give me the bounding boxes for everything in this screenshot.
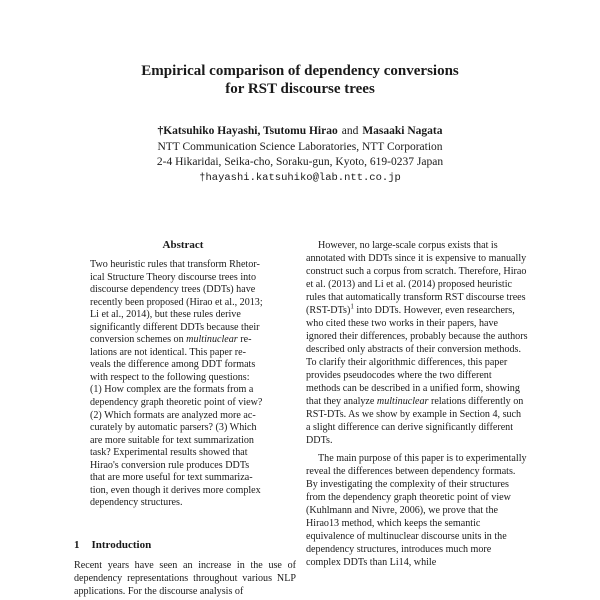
right-p1-text-b: into DDTs. However, even researchers, who cited these two works in their papers, have ignored their differences, probably because the authors described only abstracts of their conversion methods. To clarify their algorithmic differences, this paper provides pseudocodes where the two different methods can be described in a unified form, showing that they analyze — [306, 305, 528, 407]
abstract-line: curately by automatic parsers? (3) Which — [90, 422, 257, 434]
abstract-line-part: re- — [240, 334, 252, 346]
right-p1-text-c: relations differently on RST-DTs. As we show by example in Section 4, such a slight difference can derive significantly different DDTs. — [306, 396, 524, 446]
intro-heading — [74, 538, 294, 552]
abstract-line: recently been proposed (Hirao et al., 2013; — [90, 296, 263, 308]
abstract-line: tion, even though it derives more complex — [90, 484, 261, 496]
author-names-first: †Katsuhiko Hayashi, Tsutomu Hirao — [157, 125, 338, 137]
abstract-line: Li et al., 2014), but these rules derive — [90, 309, 241, 321]
abstract-line: Two heuristic rules that transform Rhetor- — [90, 259, 260, 270]
abstract-line: ical Structure Theory discourse trees into — [90, 271, 257, 283]
abstract-line: lations are not identical. This paper re- — [90, 346, 246, 358]
footnote-marker: 1 — [350, 302, 354, 311]
abstract-line-part: conversion schemes on — [90, 334, 184, 346]
author-and: and — [341, 125, 359, 137]
abstract-line: Hirao's conversion rule produces DDTs — [90, 459, 250, 471]
right-p1-text: However, no large-scale corpus exists that is annotated with DDTs since it is expensive to manually construct such a corpus from scratch. Therefore, Hirao et al. (2013) and Li et al. (2014) proposed heuristic rules that automatically transform RST discourse trees (RST-DTs) — [306, 240, 527, 316]
abstract-line: veals the difference among DDT formats — [90, 359, 256, 371]
right-paragraph-1 — [306, 239, 528, 447]
abstract-line: that are more useful for text summariza- — [90, 472, 253, 484]
abstract-line: are more suitable for text summarization — [90, 434, 254, 446]
abstract-line: with respect to the following questions: — [90, 371, 250, 383]
abstract-line: (1) How complex are the formats from a — [90, 384, 254, 396]
affiliation: NTT Communication Science Laboratories, NTT Corporation — [157, 140, 443, 153]
abstract-line: dependency graph theoretic point of view? — [90, 397, 263, 409]
section-number: 1 — [74, 539, 80, 551]
abstract-line: dependency structures. — [90, 497, 183, 509]
author-email: †hayashi.katsuhiko@lab.ntt.co.jp — [199, 171, 401, 184]
intro-paragraph: Recent years have seen an increase in the use of dependency representations throughout various NLP applications. For the discourse analysis of — [74, 560, 296, 597]
right-paragraph-2: The main purpose of this paper is to experimentally reveal the differences between dependency formats. By investigating the complexity of their structures from the dependency graph theoretic point of view (Kuhlmann and Nivre, 2006), we prove that the Hirao13 method, which keeps the semantic equivalence of multinuclear discourse units in the dependency structures, introduces much more complex DDTs than Li14, while — [306, 453, 527, 568]
title-line-1: Empirical comparison of dependency conversions — [141, 63, 459, 79]
paper-title — [0, 62, 600, 98]
author-block — [0, 124, 600, 186]
abstract-line: discourse dependency trees (DDTs) have — [90, 284, 256, 296]
abstract-heading: Abstract — [162, 239, 204, 251]
abstract-line: (2) Which formats are analyzed more ac- — [90, 409, 256, 421]
abstract-body — [90, 259, 276, 510]
author-names — [0, 124, 600, 140]
author-name-last: Masaaki Nagata — [362, 125, 443, 137]
right-p1-italic-term: multinuclear — [376, 396, 429, 407]
title-line-2: for RST discourse trees — [225, 81, 375, 97]
right-column — [306, 239, 528, 569]
abstract-italic-term: multinuclear — [186, 334, 238, 346]
section-title: Introduction — [91, 539, 152, 551]
abstract-line — [90, 334, 276, 347]
address: 2-4 Hikaridai, Seika-cho, Soraku-gun, Kyoto, 619-0237 Japan — [156, 156, 444, 168]
abstract-line: significantly different DDTs because their — [90, 321, 260, 333]
abstract-line: task? Experimental results showed that — [90, 447, 248, 459]
